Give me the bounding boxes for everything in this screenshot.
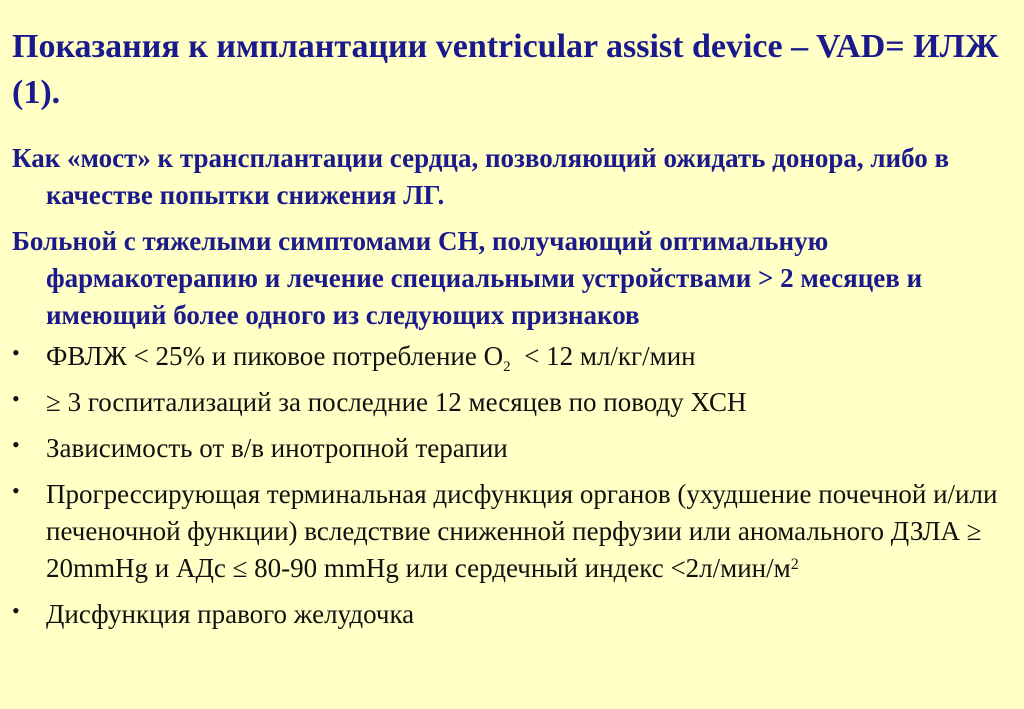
bullet-icon: • (12, 386, 20, 411)
bullet-icon: • (12, 340, 20, 365)
list-item (12, 384, 1012, 421)
criterion-ef-text: ФВЛЖ < 25% и пиковое потребление О (46, 341, 504, 371)
list-item (12, 476, 1012, 587)
slide-title: Показания к имплантации ventricular assist device – VAD= ИЛЖ (1). (12, 28, 999, 111)
subscript-2: 2 (503, 359, 511, 375)
list-item (12, 430, 1012, 467)
bullet-icon: • (12, 432, 20, 457)
criterion-hospitalizations: ≥ 3 госпитализаций за последние 12 месяцев по поводу ХСН (46, 387, 747, 417)
criterion-ef-text-end: < 12 мл/кг/мин (510, 341, 696, 371)
paragraph-bridge-to-transplant: Как «мост» к трансплантации сердца, позволяющий ожидать донора, либо в качестве попытки снижения ЛГ. (12, 143, 950, 210)
superscript-2: 2 (790, 556, 799, 573)
criterion-inotrope-dependence: Зависимость от в/в инотропной терапии (46, 433, 508, 463)
bullet-icon: • (12, 598, 20, 623)
bullet-icon: • (12, 478, 20, 503)
criteria-list (12, 338, 1012, 642)
list-item (12, 338, 1012, 375)
criterion-rv-dysfunction: Дисфункция правого желудочка (46, 599, 415, 629)
paragraph-severe-hf-patient: Больной с тяжелыми симптомами СН, получающий оптимальную фармакотерапию и лечение специальными устройствами > 2 месяцев и имеющий более одного из следующих признаков (12, 226, 923, 330)
criterion-organ-dysfunction: Прогрессирующая терминальная дисфункция органов (ухудшение почечной и/или печеночной функции) вследствие сниженной перфузии или аномального ДЗЛА ≥ 20mmHg и АДс ≤ 80-90 mmHg или сердечный индекс <2л/мин/м (46, 479, 998, 583)
list-item (12, 596, 1012, 633)
